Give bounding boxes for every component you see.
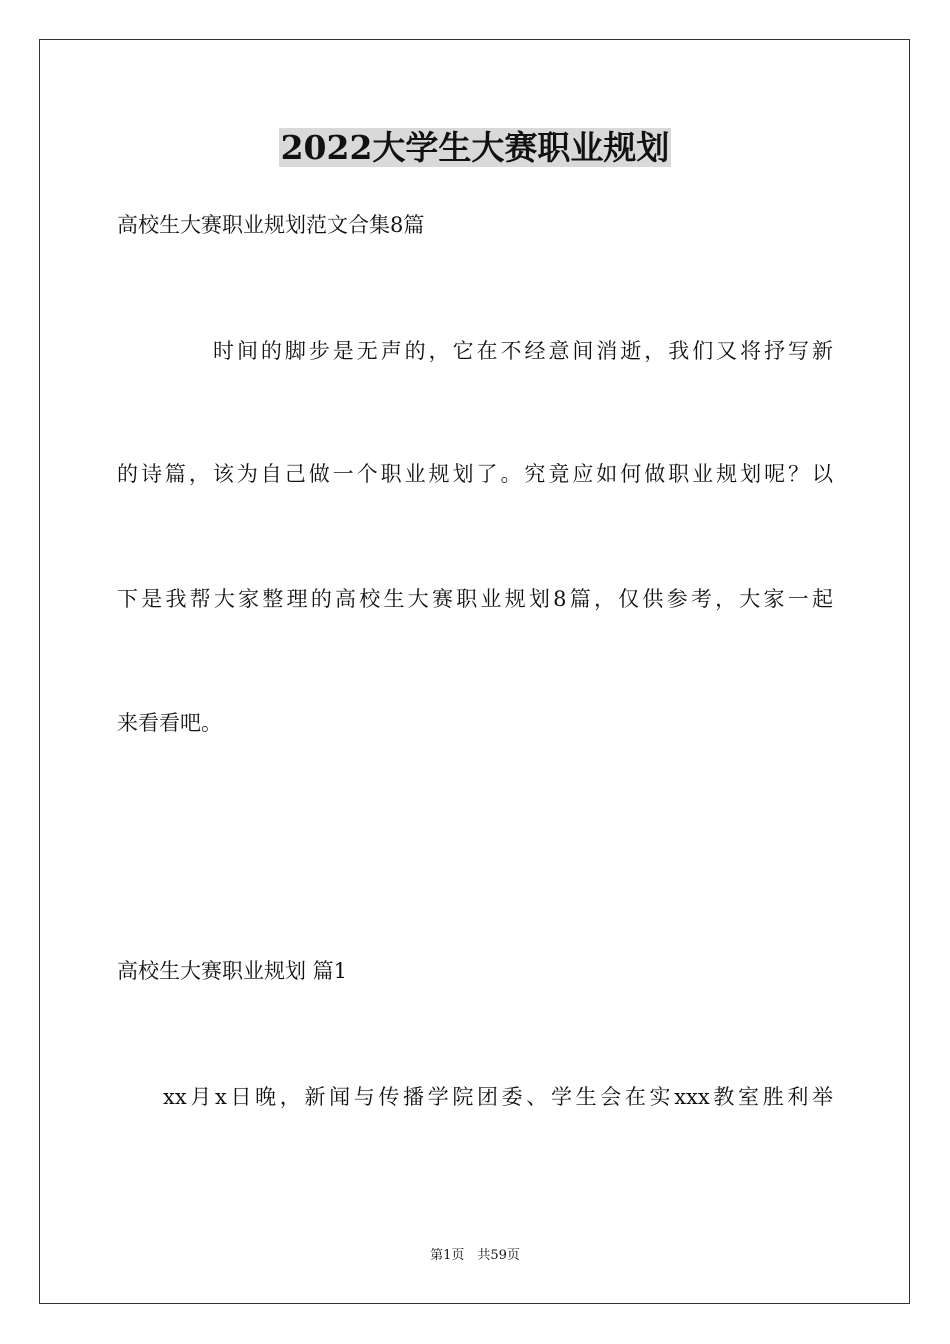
page-number-footer: 第1页 共59页 bbox=[430, 1248, 520, 1263]
intro-paragraph-line-3: 下是我帮大家整理的高校生大赛职业规划8篇，仅供参考，大家一起 bbox=[117, 587, 833, 611]
intro-paragraph-line-4: 来看看吧。 bbox=[117, 711, 222, 735]
document-title: 2022大学生大赛职业规划 bbox=[280, 128, 670, 167]
section-paragraph-line-1: xx月x日晚，新闻与传播学院团委、学生会在实xxx教室胜利举 bbox=[163, 1085, 833, 1109]
section-heading: 高校生大赛职业规划 篇1 bbox=[117, 959, 348, 983]
document-subtitle: 高校生大赛职业规划范文合集8篇 bbox=[117, 213, 425, 237]
intro-paragraph-line-2: 的诗篇，该为自己做一个职业规划了。究竟应如何做职业规划呢？以 bbox=[117, 462, 833, 486]
intro-paragraph-line-1: 时间的脚步是无声的，它在不经意间消逝，我们又将抒写新 bbox=[213, 339, 833, 363]
